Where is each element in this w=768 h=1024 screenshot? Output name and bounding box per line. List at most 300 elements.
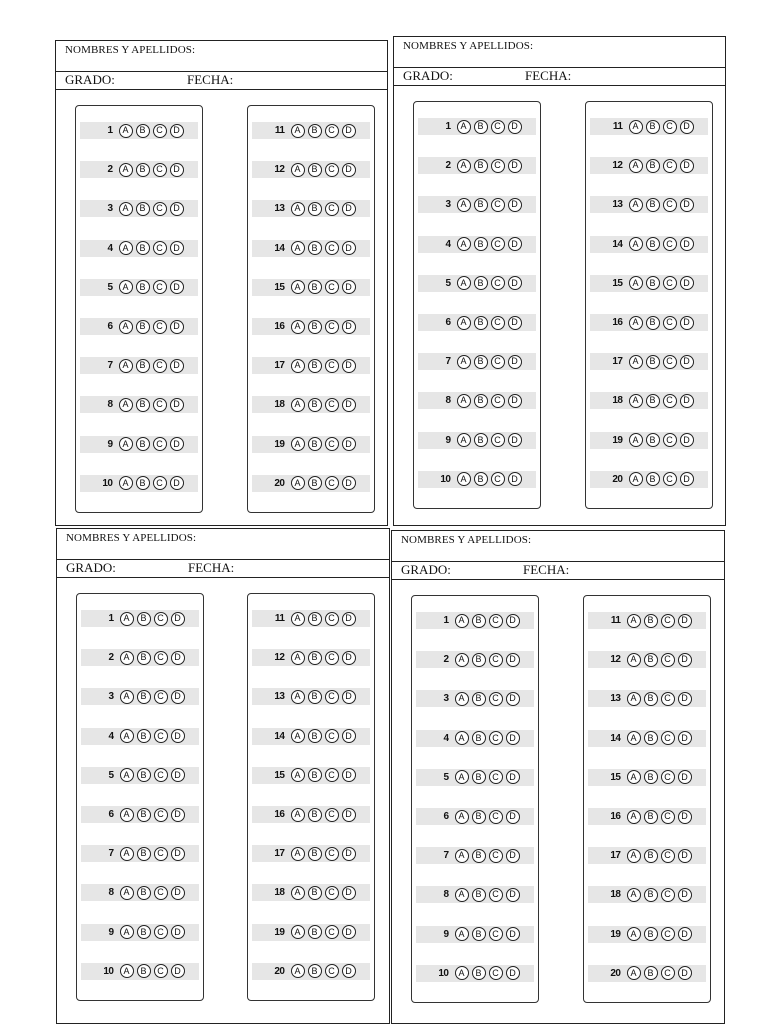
answer-bubble-a[interactable]: A [629, 394, 643, 408]
answer-bubble-d[interactable]: D [342, 398, 356, 412]
answer-bubble-d[interactable]: D [678, 927, 692, 941]
answer-bubble-d[interactable]: D [170, 202, 184, 216]
answer-bubble-c[interactable]: C [325, 651, 339, 665]
answer-bubble-a[interactable]: A [455, 927, 469, 941]
answer-bubble-b[interactable]: B [474, 237, 488, 251]
answer-bubble-d[interactable]: D [170, 437, 184, 451]
answer-bubble-b[interactable]: B [474, 276, 488, 290]
answer-bubble-b[interactable]: B [472, 849, 486, 863]
answer-bubble-c[interactable]: C [153, 398, 167, 412]
answer-bubble-b[interactable]: B [308, 651, 322, 665]
answer-bubble-a[interactable]: A [119, 163, 133, 177]
answer-bubble-a[interactable]: A [457, 276, 471, 290]
answer-bubble-a[interactable]: A [291, 964, 305, 978]
answer-bubble-a[interactable]: A [455, 888, 469, 902]
answer-bubble-d[interactable]: D [680, 316, 694, 330]
answer-bubble-d[interactable]: D [171, 690, 185, 704]
answer-bubble-a[interactable]: A [457, 198, 471, 212]
answer-bubble-a[interactable]: A [119, 124, 133, 138]
answer-bubble-b[interactable]: B [308, 476, 322, 490]
answer-bubble-c[interactable]: C [325, 690, 339, 704]
answer-bubble-b[interactable]: B [646, 120, 660, 134]
answer-bubble-d[interactable]: D [342, 651, 356, 665]
answer-bubble-d[interactable]: D [506, 810, 520, 824]
answer-bubble-a[interactable]: A [627, 692, 641, 706]
answer-bubble-c[interactable]: C [491, 433, 505, 447]
answer-bubble-c[interactable]: C [154, 729, 168, 743]
answer-bubble-a[interactable]: A [291, 241, 305, 255]
answer-bubble-d[interactable]: D [678, 888, 692, 902]
answer-bubble-c[interactable]: C [325, 612, 339, 626]
answer-bubble-b[interactable]: B [474, 120, 488, 134]
answer-bubble-a[interactable]: A [291, 690, 305, 704]
answer-bubble-b[interactable]: B [646, 472, 660, 486]
answer-bubble-a[interactable]: A [291, 437, 305, 451]
answer-bubble-b[interactable]: B [136, 437, 150, 451]
answer-bubble-d[interactable]: D [506, 888, 520, 902]
answer-bubble-b[interactable]: B [137, 964, 151, 978]
answer-bubble-d[interactable]: D [171, 886, 185, 900]
answer-bubble-d[interactable]: D [508, 316, 522, 330]
answer-bubble-a[interactable]: A [627, 810, 641, 824]
answer-bubble-b[interactable]: B [646, 159, 660, 173]
answer-bubble-a[interactable]: A [291, 398, 305, 412]
answer-bubble-b[interactable]: B [308, 359, 322, 373]
answer-bubble-c[interactable]: C [663, 276, 677, 290]
answer-bubble-a[interactable]: A [120, 847, 134, 861]
answer-bubble-d[interactable]: D [171, 768, 185, 782]
answer-bubble-a[interactable]: A [457, 472, 471, 486]
answer-bubble-d[interactable]: D [680, 394, 694, 408]
answer-bubble-d[interactable]: D [678, 731, 692, 745]
answer-bubble-a[interactable]: A [627, 927, 641, 941]
answer-bubble-a[interactable]: A [629, 159, 643, 173]
answer-bubble-a[interactable]: A [120, 925, 134, 939]
answer-bubble-b[interactable]: B [472, 770, 486, 784]
answer-bubble-d[interactable]: D [508, 237, 522, 251]
answer-bubble-b[interactable]: B [137, 612, 151, 626]
answer-bubble-b[interactable]: B [646, 237, 660, 251]
answer-bubble-b[interactable]: B [308, 163, 322, 177]
answer-bubble-b[interactable]: B [308, 280, 322, 294]
answer-bubble-b[interactable]: B [472, 888, 486, 902]
answer-bubble-a[interactable]: A [291, 925, 305, 939]
answer-bubble-b[interactable]: B [644, 888, 658, 902]
answer-bubble-d[interactable]: D [678, 692, 692, 706]
answer-bubble-b[interactable]: B [474, 433, 488, 447]
answer-bubble-b[interactable]: B [646, 394, 660, 408]
answer-bubble-b[interactable]: B [644, 770, 658, 784]
answer-bubble-a[interactable]: A [291, 124, 305, 138]
answer-bubble-b[interactable]: B [474, 394, 488, 408]
answer-bubble-b[interactable]: B [137, 729, 151, 743]
answer-bubble-d[interactable]: D [342, 612, 356, 626]
answer-bubble-a[interactable]: A [627, 770, 641, 784]
answer-bubble-d[interactable]: D [170, 163, 184, 177]
answer-bubble-c[interactable]: C [663, 433, 677, 447]
answer-bubble-c[interactable]: C [491, 159, 505, 173]
answer-bubble-d[interactable]: D [342, 124, 356, 138]
answer-bubble-b[interactable]: B [646, 276, 660, 290]
answer-bubble-d[interactable]: D [342, 202, 356, 216]
answer-bubble-b[interactable]: B [308, 241, 322, 255]
answer-bubble-c[interactable]: C [663, 159, 677, 173]
answer-bubble-c[interactable]: C [153, 320, 167, 334]
answer-bubble-a[interactable]: A [457, 355, 471, 369]
answer-bubble-d[interactable]: D [171, 925, 185, 939]
answer-bubble-c[interactable]: C [663, 472, 677, 486]
answer-bubble-d[interactable]: D [171, 612, 185, 626]
answer-bubble-a[interactable]: A [119, 202, 133, 216]
answer-bubble-d[interactable]: D [506, 692, 520, 706]
answer-bubble-a[interactable]: A [629, 472, 643, 486]
answer-bubble-c[interactable]: C [491, 237, 505, 251]
answer-bubble-c[interactable]: C [489, 731, 503, 745]
answer-bubble-c[interactable]: C [489, 927, 503, 941]
answer-bubble-a[interactable]: A [629, 237, 643, 251]
answer-bubble-b[interactable]: B [646, 316, 660, 330]
answer-bubble-c[interactable]: C [489, 810, 503, 824]
answer-bubble-d[interactable]: D [680, 433, 694, 447]
answer-bubble-b[interactable]: B [136, 398, 150, 412]
answer-bubble-d[interactable]: D [680, 120, 694, 134]
answer-bubble-d[interactable]: D [342, 886, 356, 900]
answer-bubble-b[interactable]: B [308, 768, 322, 782]
answer-bubble-c[interactable]: C [154, 612, 168, 626]
answer-bubble-d[interactable]: D [170, 124, 184, 138]
answer-bubble-b[interactable]: B [308, 964, 322, 978]
answer-bubble-a[interactable]: A [120, 768, 134, 782]
answer-bubble-c[interactable]: C [491, 120, 505, 134]
answer-bubble-a[interactable]: A [457, 394, 471, 408]
answer-bubble-b[interactable]: B [308, 690, 322, 704]
answer-bubble-c[interactable]: C [325, 964, 339, 978]
answer-bubble-a[interactable]: A [457, 237, 471, 251]
answer-bubble-d[interactable]: D [508, 198, 522, 212]
answer-bubble-a[interactable]: A [457, 433, 471, 447]
answer-bubble-d[interactable]: D [342, 847, 356, 861]
answer-bubble-c[interactable]: C [154, 847, 168, 861]
answer-bubble-d[interactable]: D [342, 808, 356, 822]
answer-bubble-c[interactable]: C [491, 276, 505, 290]
answer-bubble-c[interactable]: C [325, 729, 339, 743]
answer-bubble-c[interactable]: C [325, 476, 339, 490]
answer-bubble-a[interactable]: A [119, 437, 133, 451]
answer-bubble-b[interactable]: B [474, 316, 488, 330]
answer-bubble-b[interactable]: B [308, 612, 322, 626]
answer-bubble-b[interactable]: B [308, 886, 322, 900]
answer-bubble-d[interactable]: D [506, 614, 520, 628]
answer-bubble-a[interactable]: A [119, 359, 133, 373]
answer-bubble-c[interactable]: C [489, 888, 503, 902]
answer-bubble-c[interactable]: C [663, 237, 677, 251]
answer-bubble-b[interactable]: B [308, 925, 322, 939]
answer-bubble-a[interactable]: A [627, 731, 641, 745]
answer-bubble-b[interactable]: B [644, 966, 658, 980]
answer-bubble-c[interactable]: C [325, 280, 339, 294]
answer-bubble-a[interactable]: A [455, 692, 469, 706]
answer-bubble-d[interactable]: D [678, 849, 692, 863]
answer-bubble-b[interactable]: B [644, 614, 658, 628]
answer-bubble-b[interactable]: B [308, 729, 322, 743]
answer-bubble-d[interactable]: D [170, 320, 184, 334]
answer-bubble-b[interactable]: B [472, 692, 486, 706]
answer-bubble-c[interactable]: C [325, 124, 339, 138]
answer-bubble-a[interactable]: A [291, 847, 305, 861]
answer-bubble-c[interactable]: C [661, 849, 675, 863]
answer-bubble-d[interactable]: D [678, 653, 692, 667]
answer-bubble-a[interactable]: A [291, 202, 305, 216]
answer-bubble-a[interactable]: A [291, 886, 305, 900]
answer-bubble-c[interactable]: C [661, 653, 675, 667]
answer-bubble-d[interactable]: D [508, 355, 522, 369]
answer-bubble-d[interactable]: D [678, 770, 692, 784]
answer-bubble-a[interactable]: A [120, 808, 134, 822]
answer-bubble-a[interactable]: A [291, 651, 305, 665]
answer-bubble-c[interactable]: C [489, 849, 503, 863]
answer-bubble-b[interactable]: B [136, 163, 150, 177]
answer-bubble-d[interactable]: D [342, 925, 356, 939]
answer-bubble-a[interactable]: A [627, 849, 641, 863]
answer-bubble-a[interactable]: A [291, 476, 305, 490]
answer-bubble-c[interactable]: C [663, 316, 677, 330]
answer-bubble-b[interactable]: B [644, 692, 658, 706]
answer-bubble-b[interactable]: B [308, 808, 322, 822]
answer-bubble-b[interactable]: B [137, 808, 151, 822]
answer-bubble-c[interactable]: C [663, 394, 677, 408]
answer-bubble-d[interactable]: D [506, 849, 520, 863]
answer-bubble-d[interactable]: D [508, 120, 522, 134]
answer-bubble-a[interactable]: A [119, 241, 133, 255]
answer-bubble-a[interactable]: A [455, 731, 469, 745]
answer-bubble-b[interactable]: B [472, 810, 486, 824]
answer-bubble-c[interactable]: C [325, 398, 339, 412]
answer-bubble-c[interactable]: C [661, 810, 675, 824]
answer-bubble-a[interactable]: A [120, 729, 134, 743]
answer-bubble-a[interactable]: A [119, 320, 133, 334]
answer-bubble-d[interactable]: D [342, 241, 356, 255]
answer-bubble-c[interactable]: C [661, 614, 675, 628]
answer-bubble-c[interactable]: C [663, 355, 677, 369]
answer-bubble-d[interactable]: D [170, 280, 184, 294]
answer-bubble-d[interactable]: D [342, 437, 356, 451]
answer-bubble-a[interactable]: A [455, 810, 469, 824]
answer-bubble-a[interactable]: A [120, 690, 134, 704]
answer-bubble-d[interactable]: D [171, 964, 185, 978]
answer-bubble-d[interactable]: D [170, 476, 184, 490]
answer-bubble-c[interactable]: C [154, 964, 168, 978]
answer-bubble-c[interactable]: C [325, 359, 339, 373]
answer-bubble-c[interactable]: C [153, 280, 167, 294]
answer-bubble-d[interactable]: D [680, 237, 694, 251]
answer-bubble-a[interactable]: A [627, 966, 641, 980]
answer-bubble-a[interactable]: A [629, 355, 643, 369]
answer-bubble-b[interactable]: B [472, 966, 486, 980]
answer-bubble-d[interactable]: D [508, 394, 522, 408]
answer-bubble-c[interactable]: C [325, 320, 339, 334]
answer-bubble-b[interactable]: B [137, 690, 151, 704]
answer-bubble-d[interactable]: D [680, 198, 694, 212]
answer-bubble-c[interactable]: C [661, 966, 675, 980]
answer-bubble-d[interactable]: D [678, 966, 692, 980]
answer-bubble-b[interactable]: B [136, 359, 150, 373]
answer-bubble-b[interactable]: B [646, 198, 660, 212]
answer-bubble-b[interactable]: B [137, 925, 151, 939]
answer-bubble-a[interactable]: A [629, 316, 643, 330]
answer-bubble-a[interactable]: A [457, 316, 471, 330]
answer-bubble-c[interactable]: C [491, 472, 505, 486]
answer-bubble-a[interactable]: A [455, 966, 469, 980]
answer-bubble-c[interactable]: C [325, 925, 339, 939]
answer-bubble-d[interactable]: D [342, 359, 356, 373]
answer-bubble-b[interactable]: B [136, 280, 150, 294]
answer-bubble-b[interactable]: B [646, 355, 660, 369]
answer-bubble-b[interactable]: B [474, 198, 488, 212]
answer-bubble-a[interactable]: A [291, 163, 305, 177]
answer-bubble-b[interactable]: B [136, 124, 150, 138]
answer-bubble-c[interactable]: C [489, 692, 503, 706]
answer-bubble-b[interactable]: B [136, 476, 150, 490]
answer-bubble-d[interactable]: D [170, 359, 184, 373]
answer-bubble-c[interactable]: C [661, 888, 675, 902]
answer-bubble-c[interactable]: C [663, 198, 677, 212]
answer-bubble-a[interactable]: A [291, 729, 305, 743]
answer-bubble-d[interactable]: D [171, 729, 185, 743]
answer-bubble-a[interactable]: A [291, 808, 305, 822]
answer-bubble-c[interactable]: C [154, 651, 168, 665]
answer-bubble-b[interactable]: B [308, 202, 322, 216]
answer-bubble-b[interactable]: B [472, 614, 486, 628]
answer-bubble-d[interactable]: D [680, 355, 694, 369]
answer-bubble-d[interactable]: D [342, 280, 356, 294]
answer-bubble-d[interactable]: D [342, 320, 356, 334]
answer-bubble-c[interactable]: C [154, 925, 168, 939]
answer-bubble-a[interactable]: A [120, 886, 134, 900]
answer-bubble-b[interactable]: B [644, 849, 658, 863]
answer-bubble-a[interactable]: A [455, 849, 469, 863]
answer-bubble-d[interactable]: D [170, 398, 184, 412]
answer-bubble-d[interactable]: D [506, 966, 520, 980]
answer-bubble-c[interactable]: C [325, 437, 339, 451]
answer-bubble-a[interactable]: A [455, 653, 469, 667]
answer-bubble-c[interactable]: C [325, 202, 339, 216]
answer-bubble-b[interactable]: B [137, 886, 151, 900]
answer-bubble-c[interactable]: C [491, 355, 505, 369]
answer-bubble-d[interactable]: D [506, 731, 520, 745]
answer-bubble-c[interactable]: C [325, 847, 339, 861]
answer-bubble-b[interactable]: B [308, 320, 322, 334]
answer-bubble-a[interactable]: A [455, 614, 469, 628]
answer-bubble-c[interactable]: C [325, 163, 339, 177]
answer-bubble-c[interactable]: C [153, 163, 167, 177]
answer-bubble-a[interactable]: A [291, 768, 305, 782]
answer-bubble-d[interactable]: D [170, 241, 184, 255]
answer-bubble-c[interactable]: C [154, 690, 168, 704]
answer-bubble-b[interactable]: B [137, 847, 151, 861]
answer-bubble-c[interactable]: C [491, 198, 505, 212]
answer-bubble-d[interactable]: D [680, 276, 694, 290]
answer-bubble-b[interactable]: B [644, 653, 658, 667]
answer-bubble-c[interactable]: C [153, 124, 167, 138]
answer-bubble-c[interactable]: C [154, 808, 168, 822]
answer-bubble-a[interactable]: A [291, 612, 305, 626]
answer-bubble-d[interactable]: D [508, 472, 522, 486]
answer-bubble-d[interactable]: D [171, 651, 185, 665]
answer-bubble-b[interactable]: B [472, 731, 486, 745]
answer-bubble-c[interactable]: C [153, 437, 167, 451]
answer-bubble-b[interactable]: B [644, 810, 658, 824]
answer-bubble-d[interactable]: D [680, 159, 694, 173]
answer-bubble-b[interactable]: B [472, 927, 486, 941]
answer-bubble-d[interactable]: D [506, 653, 520, 667]
answer-bubble-d[interactable]: D [342, 476, 356, 490]
answer-bubble-b[interactable]: B [474, 472, 488, 486]
answer-bubble-d[interactable]: D [506, 927, 520, 941]
answer-bubble-b[interactable]: B [644, 927, 658, 941]
answer-bubble-a[interactable]: A [627, 653, 641, 667]
answer-bubble-d[interactable]: D [678, 614, 692, 628]
answer-bubble-a[interactable]: A [455, 770, 469, 784]
answer-bubble-d[interactable]: D [342, 690, 356, 704]
answer-bubble-c[interactable]: C [491, 394, 505, 408]
answer-bubble-c[interactable]: C [661, 770, 675, 784]
answer-bubble-c[interactable]: C [325, 768, 339, 782]
answer-bubble-a[interactable]: A [120, 964, 134, 978]
answer-bubble-a[interactable]: A [629, 433, 643, 447]
answer-bubble-b[interactable]: B [308, 847, 322, 861]
answer-bubble-c[interactable]: C [153, 359, 167, 373]
answer-bubble-a[interactable]: A [291, 280, 305, 294]
answer-bubble-b[interactable]: B [308, 124, 322, 138]
answer-bubble-d[interactable]: D [342, 163, 356, 177]
answer-bubble-b[interactable]: B [308, 437, 322, 451]
answer-bubble-c[interactable]: C [325, 808, 339, 822]
answer-bubble-a[interactable]: A [120, 612, 134, 626]
answer-bubble-d[interactable]: D [506, 770, 520, 784]
answer-bubble-c[interactable]: C [663, 120, 677, 134]
answer-bubble-a[interactable]: A [627, 614, 641, 628]
answer-bubble-c[interactable]: C [325, 241, 339, 255]
answer-bubble-c[interactable]: C [153, 476, 167, 490]
answer-bubble-d[interactable]: D [342, 964, 356, 978]
answer-bubble-d[interactable]: D [171, 847, 185, 861]
answer-bubble-a[interactable]: A [120, 651, 134, 665]
answer-bubble-a[interactable]: A [457, 159, 471, 173]
answer-bubble-a[interactable]: A [629, 198, 643, 212]
answer-bubble-a[interactable]: A [457, 120, 471, 134]
answer-bubble-d[interactable]: D [171, 808, 185, 822]
answer-bubble-a[interactable]: A [629, 120, 643, 134]
answer-bubble-c[interactable]: C [153, 202, 167, 216]
answer-bubble-a[interactable]: A [291, 320, 305, 334]
answer-bubble-d[interactable]: D [508, 276, 522, 290]
answer-bubble-b[interactable]: B [308, 398, 322, 412]
answer-bubble-a[interactable]: A [119, 398, 133, 412]
answer-bubble-b[interactable]: B [472, 653, 486, 667]
answer-bubble-d[interactable]: D [680, 472, 694, 486]
answer-bubble-d[interactable]: D [342, 768, 356, 782]
answer-bubble-c[interactable]: C [325, 886, 339, 900]
answer-bubble-b[interactable]: B [137, 768, 151, 782]
answer-bubble-c[interactable]: C [661, 731, 675, 745]
answer-bubble-b[interactable]: B [474, 355, 488, 369]
answer-bubble-a[interactable]: A [627, 888, 641, 902]
answer-bubble-b[interactable]: B [137, 651, 151, 665]
answer-bubble-b[interactable]: B [136, 241, 150, 255]
answer-bubble-c[interactable]: C [489, 966, 503, 980]
answer-bubble-c[interactable]: C [153, 241, 167, 255]
answer-bubble-b[interactable]: B [136, 320, 150, 334]
